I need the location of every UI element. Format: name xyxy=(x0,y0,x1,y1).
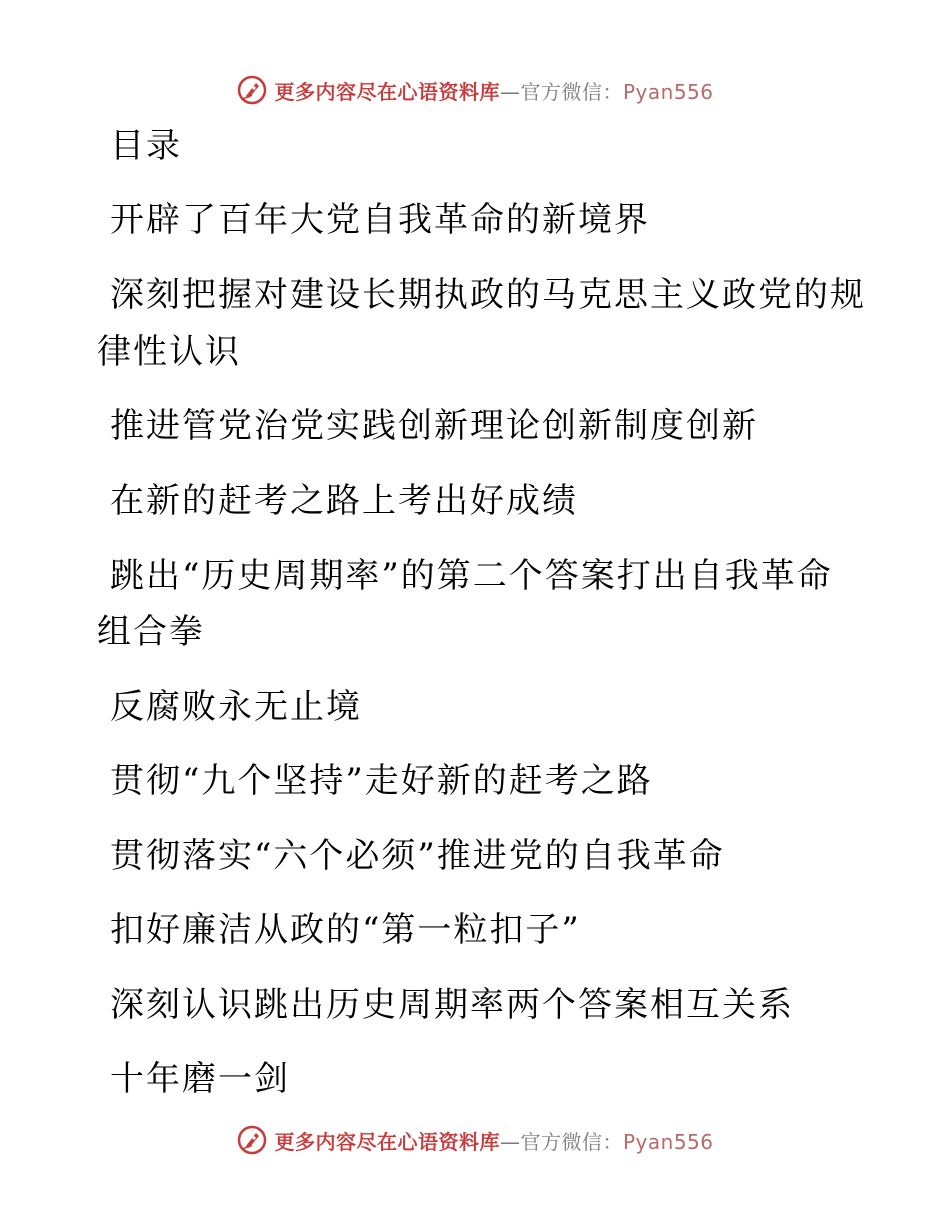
toc-item: 十年磨一剑 xyxy=(110,1059,290,1099)
toc-item: 开辟了百年大党自我革命的新境界 xyxy=(110,200,650,240)
watermark-text xyxy=(274,76,713,105)
toc-item: 扣好廉洁从政的“第一粒扣子” xyxy=(110,910,581,950)
toc-item: 深刻把握对建设长期执政的马克思主义政党的规 xyxy=(110,275,866,315)
toc-item: 贯彻落实“六个必须”推进党的自我革命 xyxy=(110,836,725,876)
watermark-wechat-id: Pyan556 xyxy=(622,79,714,104)
toc-item: 跳出“历史周期率”的第二个答案打出自我革命 xyxy=(110,556,833,596)
footer-watermark xyxy=(0,1120,950,1160)
watermark-brand: 更多内容尽在心语资料库 xyxy=(274,1129,500,1154)
watermark-wechat-id: Pyan556 xyxy=(622,1129,714,1154)
toc-item: 深刻认识跳出历史周期率两个答案相互关系 xyxy=(110,985,794,1025)
toc-item: 在新的赶考之路上考出好成绩 xyxy=(110,481,578,521)
toc-item: 推进管党治党实践创新理论创新制度创新 xyxy=(110,406,758,446)
pen-nib-logo-icon xyxy=(236,1124,268,1156)
watermark-text xyxy=(274,1126,713,1155)
header-watermark xyxy=(0,70,950,110)
watermark-separator: —官方微信： xyxy=(499,79,623,104)
toc-item: 贯彻“九个坚持”走好新的赶考之路 xyxy=(110,761,653,801)
toc-title: 目录 xyxy=(110,126,182,166)
watermark-brand: 更多内容尽在心语资料库 xyxy=(274,79,500,104)
toc-item-continuation: 组合拳 xyxy=(97,612,205,652)
watermark-separator: —官方微信： xyxy=(499,1129,623,1154)
pen-nib-logo-icon xyxy=(236,74,268,106)
toc-item-continuation: 律性认识 xyxy=(97,332,241,372)
toc-item: 反腐败永无止境 xyxy=(110,687,362,727)
